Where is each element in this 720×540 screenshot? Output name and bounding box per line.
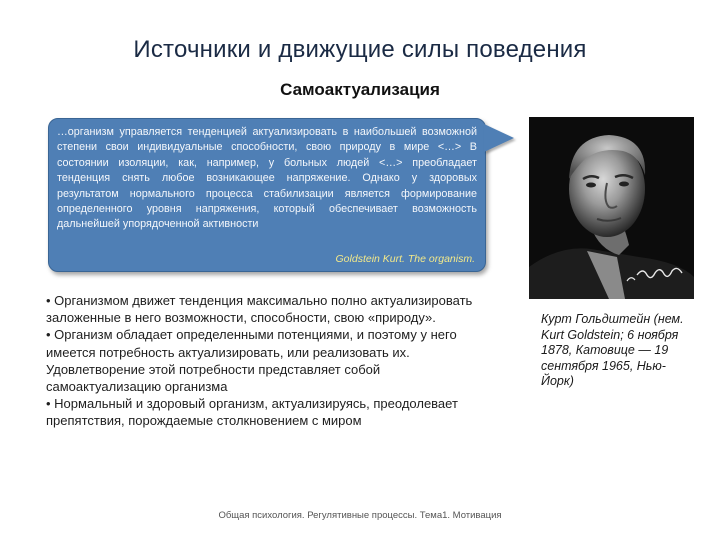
bullet-item: • Организм обладает определенными потенциями, и поэтому у него имеется потребность актуализировать, или реализовать их. Удовлетворение этой потребности представляет собой самоактуализацию организма bbox=[46, 327, 457, 395]
quote-callout bbox=[48, 118, 486, 272]
quote-source: Goldstein Kurt. The organism. bbox=[335, 253, 475, 265]
portrait-illustration bbox=[529, 117, 694, 299]
bullet-list bbox=[46, 292, 494, 430]
slide-subtitle: Самоактуализация bbox=[280, 80, 440, 99]
portrait-caption: Курт Гольдштейн (нем. Kurt Goldstein; 6 ноября 1878, Катовице — 19 сентября 1965, Нью-Йорк) bbox=[541, 312, 684, 388]
slide-footer: Общая психология. Регулятивные процессы. Тема1. Мотивация bbox=[218, 510, 502, 521]
portrait-photo bbox=[529, 117, 694, 299]
bullet-item: • Организмом движет тенденция максимально полно актуализировать заложенные в него возможности, способности, свою «природу». bbox=[46, 293, 473, 326]
quote-text: …организм управляется тенденцией актуализировать в наибольшей возможной степени свои индивидуальные способности, свою природу в мире <…> В состоянии изоляции, как, например, у больных людей <…> преобладает тенденция снять любое возникающее напряжение. Однако у здоровых результатом нормального процесса стабилизации является формирование определенного уровня напряжения, который обеспечивает возможность дальнейшей упорядоченной активности bbox=[57, 126, 477, 231]
bullet-item: • Нормальный и здоровый организм, актуализируясь, преодолевает препятствия, порождаемые столкновением с миром bbox=[46, 396, 458, 429]
callout-pointer bbox=[484, 124, 514, 152]
slide-title: Источники и движущие силы поведения bbox=[133, 36, 587, 63]
